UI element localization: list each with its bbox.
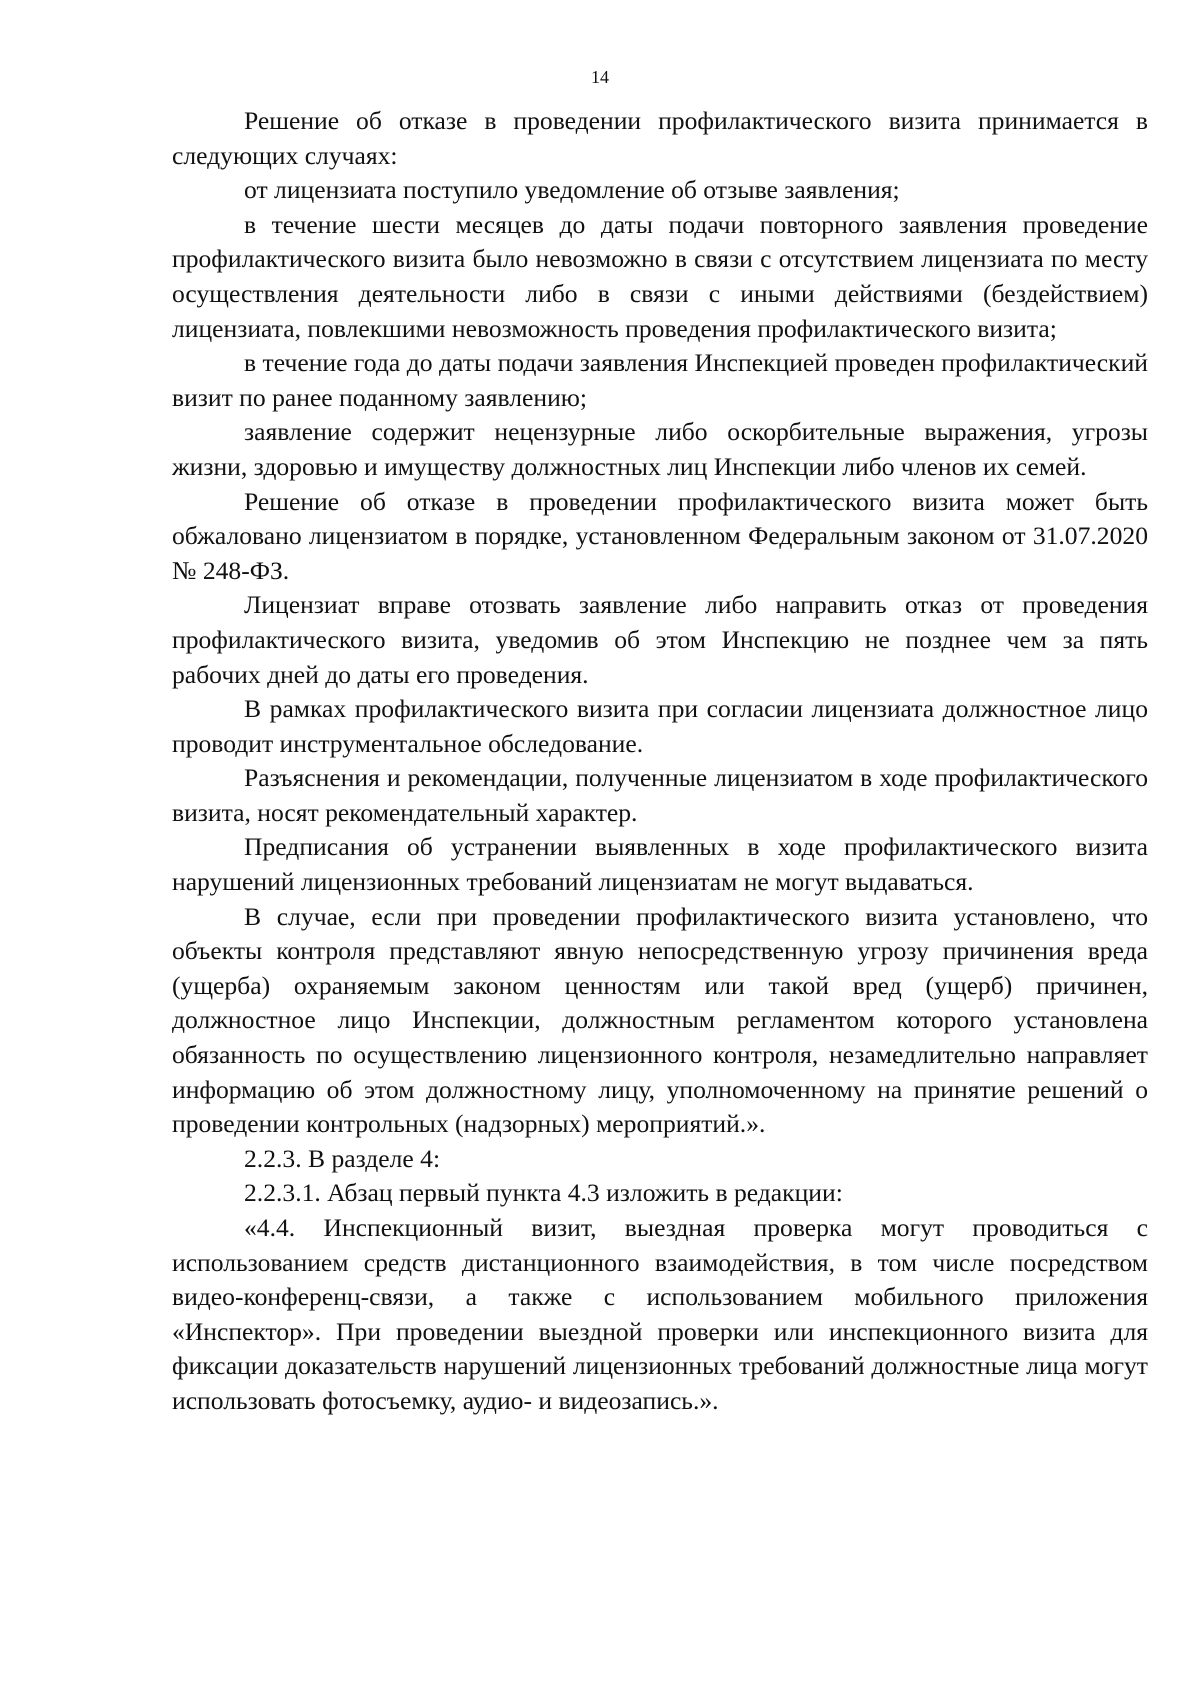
document-body [172, 104, 1148, 1419]
page-number: 14 [591, 67, 609, 87]
paragraph-section-4: 2.2.3. В разделе 4: [244, 1143, 441, 1173]
paragraph-withdrawal-notice: от лицензиата поступило уведомление об отзыве заявления; [244, 175, 900, 205]
paragraph-threat-of-harm: В случае, если при проведении профилактического визита установлено, что объекты контроля представляют явную непосредственную угрозу причинения вреда (ущерба) охраняемым законом ценностям или такой вред (ущерб) причинен, должностное лицо Инспекции, должностным регламентом которого установлена обязанность по осуществлению лицензионного контроля, незамедлительно направляет информацию об этом должностному лицу, уполномоченному на принятие решений о проведении контрольных (надзорных) мероприятий.». [172, 901, 1148, 1139]
paragraph-appeal: Решение об отказе в проведении профилактического визита может быть обжаловано лицензиатом в порядке, установленном Федеральным законом от 31.07.2020 № 248-ФЗ. [172, 486, 1148, 585]
paragraph-impossible-visit: в течение шести месяцев до даты подачи повторного заявления проведение профилактического визита было невозможно в связи с отсутствием лицензиата по месту осуществления деятельности либо в связи с иными действиями (бездействием) лицензиата, повлекшими невозможность проведения профилактического визита; [172, 209, 1148, 343]
paragraph-offensive-content: заявление содержит нецензурные либо оскорбительные выражения, угрозы жизни, здоровью и имуществу должностных лиц Инспекции либо членов их семей. [172, 417, 1148, 481]
paragraph-previous-visit: в течение года до даты подачи заявления Инспекцией проведен профилактический визит по ранее поданному заявлению; [172, 348, 1148, 412]
paragraph-refusal-decision: Решение об отказе в проведении профилактического визита принимается в следующих случаях: [172, 106, 1148, 170]
paragraph-clause-4-3: 2.2.3.1. Абзац первый пункта 4.3 изложить в редакции: [244, 1178, 843, 1208]
paragraph-licensee-withdraw: Лицензиат вправе отозвать заявление либо направить отказ от проведения профилактического визита, уведомив об этом Инспекцию не позднее чем за пять рабочих дней до даты его проведения. [172, 590, 1148, 689]
paragraph-recommendations: Разъяснения и рекомендации, полученные лицензиатом в ходе профилактического визита, носят рекомендательный характер. [172, 763, 1148, 827]
paragraph-prescriptions: Предписания об устранении выявленных в ходе профилактического визита нарушений лицензионных требований лицензиатам не могут выдаваться. [172, 832, 1148, 897]
paragraph-inspection-visit: «4.4. Инспекционный визит, выездная проверка могут проводиться с использованием средств дистанционного взаимодействия, в том числе посредством видео-конференц-связи, а также с использованием мобильного приложения «Инспектор». При проведении выездной проверки или инспекционного визита для фиксации доказательств нарушений лицензионных требований должностные лица могут использовать фотосъемку, аудио- и видеозапись.». [172, 1213, 1148, 1415]
paragraph-instrumental-inspection: В рамках профилактического визита при согласии лицензиата должностное лицо проводит инструментальное обследование. [172, 694, 1148, 758]
